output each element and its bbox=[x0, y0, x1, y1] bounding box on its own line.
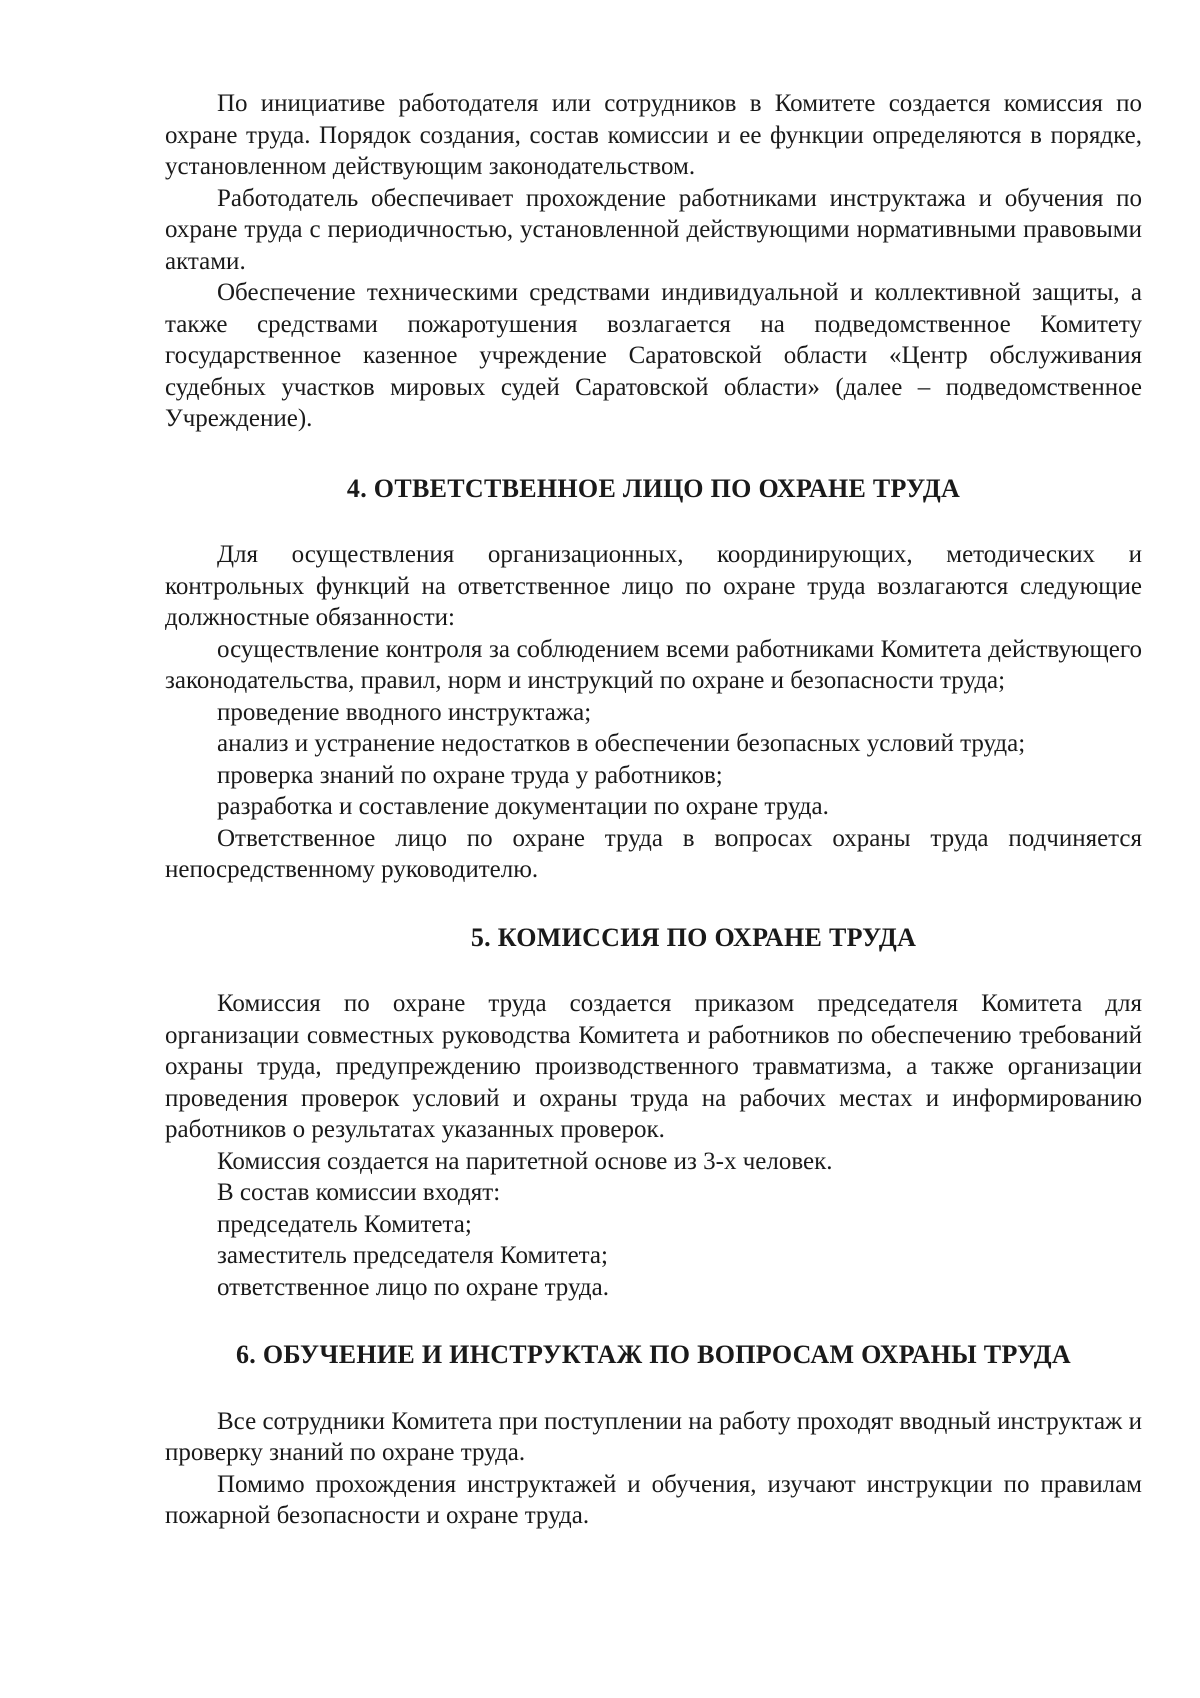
section-4-list-item: проведение вводного инструктажа; bbox=[217, 698, 592, 726]
section-4-paragraph-2: осуществление контроля за соблюдением всеми работниками Комитета действующего законодательства, правил, норм и инструкций по охране и безопасности труда; bbox=[165, 635, 1142, 694]
section-4-list-item: проверка знаний по охране труда у работников; bbox=[217, 761, 723, 789]
section-4-paragraph-1: Для осуществления организационных, координирующих, методических и контрольных функций на ответственное лицо по охране труда возлагаются следующие должностные обязанности: bbox=[165, 541, 1142, 631]
section-5-paragraph-3: В состав комиссии входят: bbox=[217, 1179, 501, 1206]
intro-paragraph-2: Работодатель обеспечивает прохождение работниками инструктажа и обучения по охране труда с периодичностью, установленной действующими нормативными правовыми актами. bbox=[165, 184, 1142, 275]
intro-paragraph-3: Обеспечение техническими средствами индивидуальной и коллективной защиты, а также средствами пожаротушения возлагается на подведомственное Комитету государственное казенное учреждение Саратовской области «Центр обслуживания судебных участков мировых судей Саратовской области» (далее – подведомственное Учреждение). bbox=[165, 279, 1142, 432]
section-5-list-item: председатель Комитета; bbox=[217, 1210, 472, 1238]
section-6-heading: 6. ОБУЧЕНИЕ И ИНСТРУКТАЖ ПО ВОПРОСАМ ОХРАНЫ ТРУДА bbox=[235, 1340, 1072, 1369]
section-5-heading: 5. КОМИССИЯ ПО ОХРАНЕ ТРУДА bbox=[470, 922, 917, 952]
section-4-heading: 4. ОТВЕТСТВЕННОЕ ЛИЦО ПО ОХРАНЕ ТРУДА bbox=[346, 473, 961, 503]
section-4-list-item: анализ и устранение недостатков в обеспечении безопасных условий труда; bbox=[217, 730, 1026, 757]
intro-paragraph-1: По инициативе работодателя или сотрудников в Комитете создается комиссия по охране труда. Порядок создания, состав комиссии и ее функции определяются в порядке, установленном действующим законодательством. bbox=[165, 90, 1142, 180]
section-6-paragraph-1: Все сотрудники Комитета при поступлении на работу проходят вводный инструктаж и проверку знаний по охране труда. bbox=[165, 1407, 1142, 1466]
section-4-list-item: разработка и составление документации по охране труда. bbox=[217, 793, 829, 820]
section-5-list-item: заместитель председателя Комитета; bbox=[217, 1242, 608, 1269]
section-5-paragraph-2: Комиссия создается на паритетной основе из 3-х человек. bbox=[217, 1147, 833, 1175]
section-4-paragraph-7: Ответственное лицо по охране труда в вопросах охраны труда подчиняется непосредственному руководителю. bbox=[165, 824, 1142, 883]
section-5-list-item: ответственное лицо по охране труда. bbox=[217, 1273, 609, 1301]
section-6-paragraph-2: Помимо прохождения инструктажей и обучения, изучают инструкции по правилам пожарной безопасности и охране труда. bbox=[165, 1470, 1142, 1529]
section-5-paragraph-1: Комиссия по охране труда создается приказом председателя Комитета для организации совместных руководства Комитета и работников по обеспечению требований охраны труда, предупреждению производственного травматизма, а также организации проведения проверок условий и охраны труда на рабочих местах и информированию работников о результатах указанных проверок. bbox=[165, 990, 1142, 1143]
